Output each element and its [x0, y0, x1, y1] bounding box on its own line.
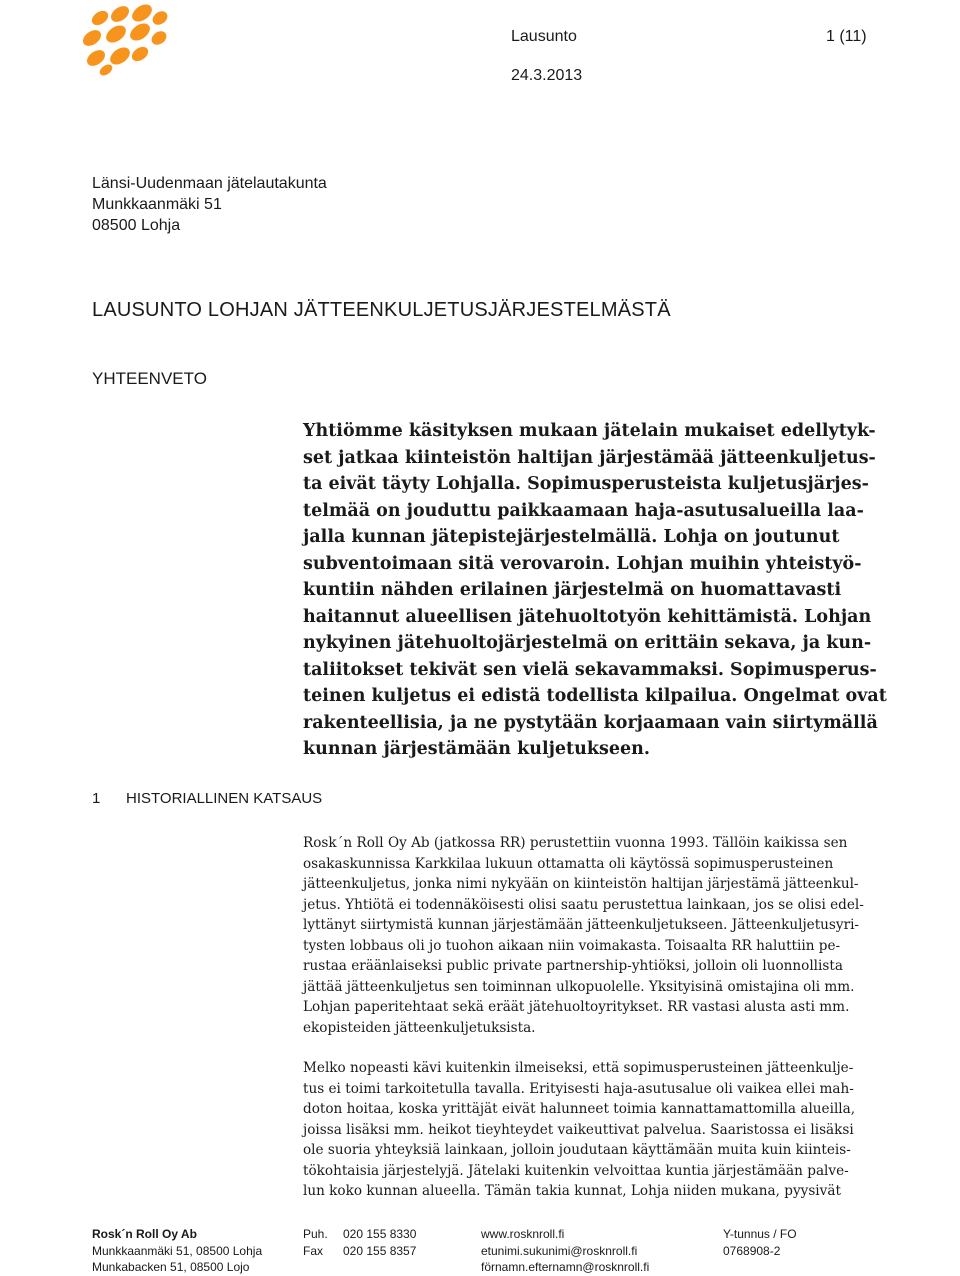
body-paragraph	[303, 1058, 923, 1202]
summary-line: taliitokset tekivät sen vielä sekavammaksi. Sopimusperus-	[303, 659, 877, 680]
footer-phone	[303, 1226, 416, 1259]
body-line: jätteenkuljetus, jonka nimi nykyään on kiinteistön haltijan järjestämä jätteenkul-	[303, 876, 859, 892]
body-line: Lohjan paperitehtaat sekä eräät jätehuoltoyritykset. RR vastasi alusta asti mm.	[303, 999, 850, 1015]
summary-line: subventoimaan sitä verovaroin. Lohjan muihin yhteistyö-	[303, 553, 862, 574]
body-line: Melko nopeasti kävi kuitenkin ilmeiseksi, että sopimusperusteinen jätteenkulje-	[303, 1060, 854, 1076]
section-heading	[92, 790, 322, 807]
email-link[interactable]: förnamn.efternamn@rosknroll.fi	[481, 1260, 650, 1274]
recipient-line: Munkkaanmäki 51	[92, 196, 222, 213]
phone-number: 020 155 8330	[343, 1227, 417, 1241]
document-type: Lausunto	[511, 28, 577, 45]
summary-line: Yhtiömme käsityksen mukaan jätelain mukaiset edellytyk-	[303, 421, 876, 441]
body-line: Rosk´n Roll Oy Ab (jatkossa RR) perustettiin vuonna 1993. Tällöin kaikissa sen	[303, 835, 848, 851]
business-id-label: Y-tunnus / FO	[723, 1227, 797, 1241]
section-title: HISTORIALLINEN KATSAUS	[126, 790, 323, 807]
footer-address: Munkkaanmäki 51, 08500 Lohja	[92, 1243, 263, 1258]
body-line: osakaskunnissa Karkkilaa lukuun ottamatta oli käytössä sopimusperusteinen	[303, 855, 834, 872]
fax-number: 020 155 8357	[343, 1243, 417, 1258]
summary-text	[303, 418, 923, 763]
body-line: tysten lobbaus oli jo tuohon aikaan niin voimakasta. Toisaalta RR haluttiin pe-	[303, 937, 841, 954]
summary-line: ta eivät täyty Lohjalla. Sopimusperusteista kuljetusjärjes-	[303, 474, 869, 494]
summary-line: telmää on jouduttu paikkaamaan haja-asutusalueilla laa-	[303, 500, 864, 521]
company-logo	[78, 4, 170, 76]
footer-company	[92, 1226, 262, 1276]
website-link[interactable]: www.rosknroll.fi	[481, 1227, 565, 1241]
body-line: joissa lisäksi mm. heikot tieyhteydet vaikeuttivat palvelua. Saaristossa ei lisäksi	[303, 1121, 854, 1138]
summary-line: teinen kuljetus ei edistä todellista kilpailua. Ongelmat ovat	[303, 686, 887, 706]
email-link[interactable]: etunimi.sukunimi@rosknroll.fi	[481, 1243, 638, 1258]
footer-web	[481, 1226, 649, 1276]
summary-line: nykyinen jätehuoltojärjestelmä on erittäin sekava, ja kun-	[303, 633, 872, 653]
summary-line: kuntiin nähden erilainen järjestelmä on huomattavasti	[303, 580, 842, 600]
business-id: 0768908-2	[723, 1243, 781, 1258]
body-line: tökohtaisia järjestelyjä. Jätelaki kuitenkin velvoittaa kuntia järjestämään palve-	[303, 1162, 849, 1179]
section-number: 1	[92, 790, 101, 807]
body-line: doton hoitaa, koska yrittäjät eivät halunneet toimia kannattamattomilla alueilla,	[303, 1101, 856, 1117]
body-line: jetus. Yhtiötä ei todennäköisesti olisi saatu perustettua lainkaan, jos se olisi edel-	[303, 896, 864, 913]
body-line: rustaa eräänlaiseksi public private partnership-yhtiöksi, jolloin oli luonnollista	[303, 958, 843, 974]
recipient-line: Länsi-Uudenmaan jätelautakunta	[92, 175, 327, 192]
summary-line: jalla kunnan jätepistejärjestelmällä. Lohja on joutunut	[303, 527, 840, 547]
body-line: ekopisteiden jätteenkuljetuksista.	[303, 1019, 536, 1036]
recipient-address	[92, 173, 327, 236]
recipient-line: 08500 Lohja	[92, 217, 181, 234]
document-date: 24.3.2013	[511, 67, 583, 84]
summary-line: rakenteellisia, ja ne pystytään korjaamaan vain siirtymällä	[303, 712, 878, 733]
document-title: LAUSUNTO LOHJAN JÄTTEENKULJETUSJÄRJESTELMÄSTÄ	[92, 299, 671, 321]
body-line: lyttänyt siirtymistä kunnan järjestämään jätteenkuljetukseen. Jätteenkuljetusyri-	[303, 917, 860, 933]
body-line: jättää jätteenkuljetus sen toiminnan ulkopuolelle. Yksityisinä omistajina oli mm.	[303, 978, 855, 995]
page-number: 1 (11)	[826, 28, 867, 45]
body-line: tus ei toimi tarkoitetulla tavalla. Erityisesti haja-asutusalue oli vaikea ellei mah-	[303, 1080, 854, 1097]
footer-company-name: Rosk´n Roll Oy Ab	[92, 1227, 197, 1241]
footer-address: Munkabacken 51, 08500 Lojo	[92, 1260, 250, 1274]
footer-business-id	[723, 1226, 797, 1259]
summary-heading: YHTEENVETO	[92, 369, 207, 388]
body-line: lun koko kunnan alueella. Tämän takia kunnat, Lohja niiden mukana, pyysivät	[303, 1183, 841, 1199]
summary-line: haitannut alueellisen jätehuoltotyön kehittämistä. Lohjan	[303, 606, 872, 627]
body-line: ole suoria yhteyksiä lainkaan, jolloin joudutaan käyttämään muita kuin kiinteis-	[303, 1142, 851, 1158]
body-paragraph	[303, 833, 923, 1038]
fax-label: Fax	[303, 1243, 324, 1258]
summary-line: set jatkaa kiinteistön haltijan järjestämää jätteenkuljetus-	[303, 447, 876, 468]
summary-line: kunnan järjestämään kuljetukseen.	[303, 739, 650, 759]
phone-label: Puh.	[303, 1227, 328, 1241]
